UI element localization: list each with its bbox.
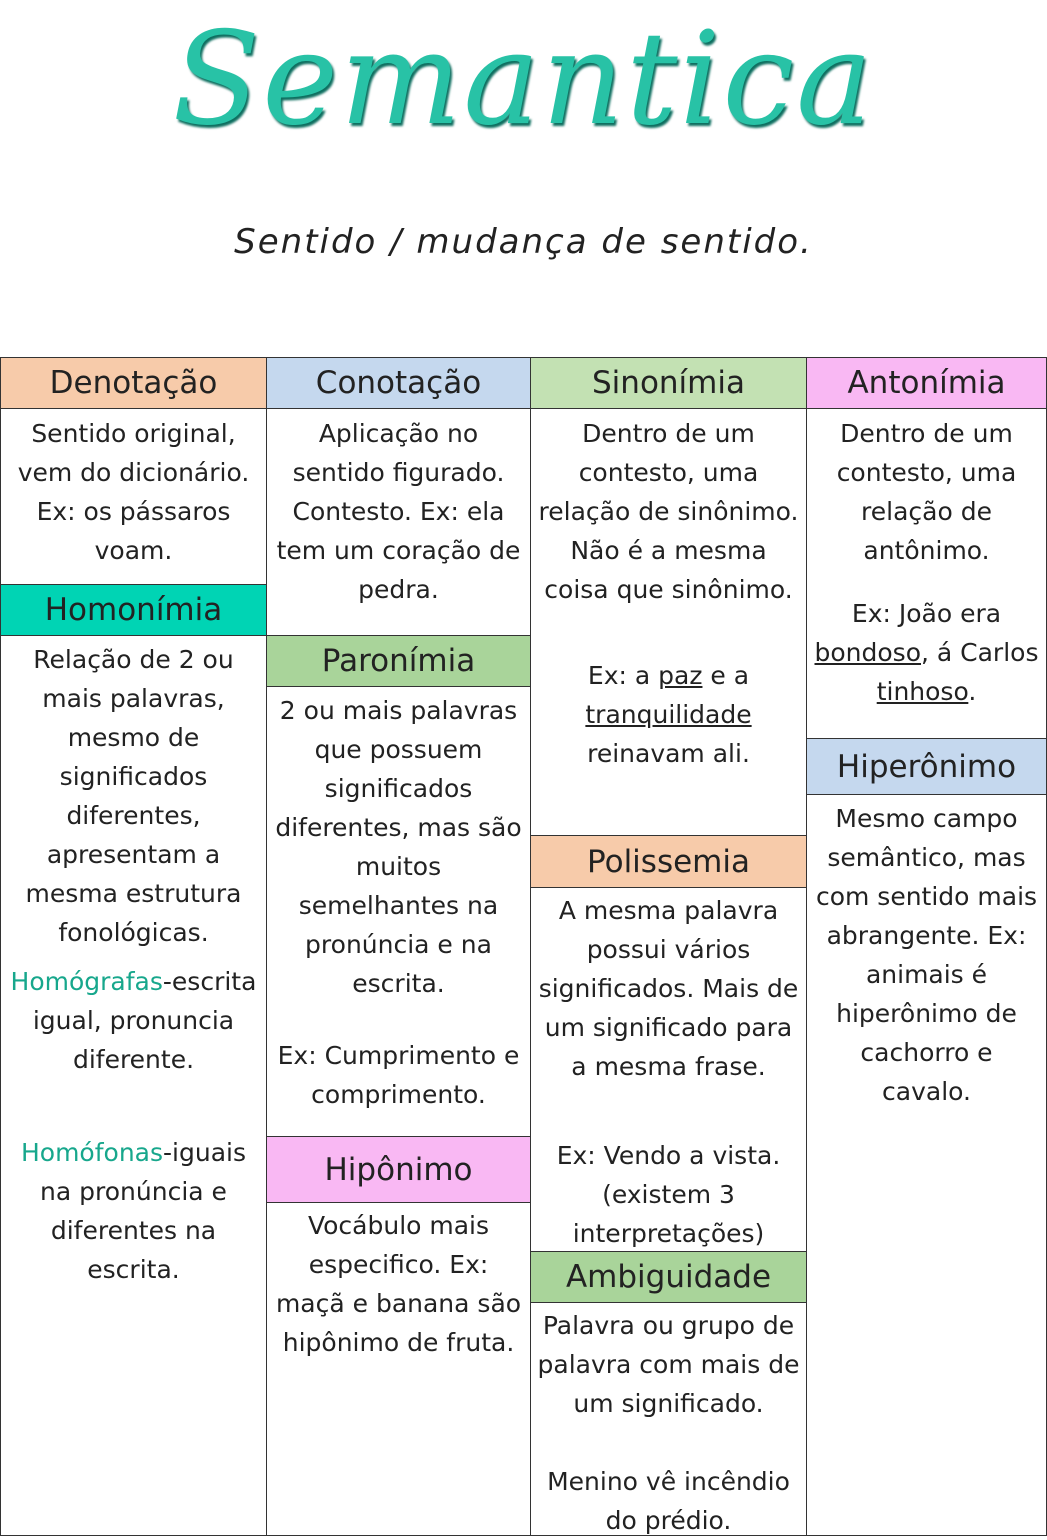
ambiguidade-text: Palavra ou grupo de palavra com mais de um significado.: [537, 1311, 800, 1418]
hiperonimo-text: Mesmo campo semântico, mas com sentido mais abrangente. Ex: animais é hiperônimo de cachorro e cavalo.: [815, 804, 1038, 1106]
homografas-term: Homógrafas: [10, 967, 163, 996]
header-hiponimo: Hipônimo: [267, 1136, 530, 1203]
antonimia-ex-word2: tinhoso: [876, 677, 969, 706]
antonimia-ex-word1: bondoso: [814, 638, 921, 667]
conotacao-text: Aplicação no sentido figurado. Contesto. Ex: ela tem um coração de pedra.: [276, 419, 521, 604]
header-sinonimia: Sinonímia: [531, 358, 806, 409]
sinonimia-example: [537, 656, 800, 773]
polissemia-example: Ex: Vendo a vista. (existem 3 interpretações): [556, 1141, 781, 1248]
header-paronimia: Paronímia: [267, 635, 530, 687]
homofonas-definition: -iguais na pronúncia e diferentes na escrita.: [40, 1138, 246, 1284]
hiponimo-text: Vocábulo mais especifico. Ex: maçã e banana são hipônimo de fruta.: [275, 1211, 522, 1357]
homofonas-entry: [7, 1133, 260, 1289]
denotacao-text: Sentido original, vem do dicionário. Ex: os pássaros voam.: [17, 419, 250, 565]
header-ambiguidade: Ambiguidade: [531, 1251, 806, 1303]
header-denotacao: Denotação: [1, 358, 266, 409]
antonimia-text: Dentro de um contesto, uma relação de antônimo.: [836, 419, 1017, 565]
column-3: [530, 357, 807, 1536]
page-title: Semantica: [172, 5, 875, 154]
sinonimia-ex-word1: paz: [658, 661, 703, 690]
concept-table: [0, 357, 1047, 1537]
page-subtitle: Sentido / mudança de sentido.: [234, 222, 813, 262]
homografas-entry: [7, 962, 260, 1079]
paronimia-text: 2 ou mais palavras que possuem significados diferentes, mas são muitos semelhantes na pronúncia e na escrita.: [275, 696, 522, 998]
ambiguidade-example: Menino vê incêndio do prédio.: [547, 1467, 790, 1535]
column-1: [0, 357, 267, 1536]
header-polissemia: Polissemia: [531, 835, 806, 888]
paronimia-example: Ex: Cumprimento e comprimento.: [277, 1041, 520, 1109]
sinonimia-text: Dentro de um contesto, uma relação de sinônimo. Não é a mesma coisa que sinônimo.: [538, 419, 799, 604]
polissemia-text: A mesma palavra possui vários significados. Mais de um significado para a mesma frase.: [538, 896, 799, 1081]
homografas-definition: -escrita igual, pronuncia diferente.: [32, 967, 257, 1074]
header-homonimia: Homonímia: [1, 584, 266, 636]
header-hiperonimo: Hiperônimo: [807, 738, 1046, 795]
column-4: [806, 357, 1047, 1536]
sinonimia-ex-suffix: reinavam ali.: [587, 739, 750, 768]
header-conotacao: Conotação: [267, 358, 530, 409]
column-2: [266, 357, 531, 1536]
header-antonimia: Antonímia: [807, 358, 1046, 409]
sinonimia-ex-mid: e a: [710, 661, 750, 690]
antonimia-ex-prefix: Ex: João era: [851, 599, 1002, 628]
sinonimia-ex-prefix: Ex: a: [587, 661, 651, 690]
antonimia-ex-suffix: .: [968, 677, 977, 706]
homonimia-text: Relação de 2 ou mais palavras, mesmo de significados diferentes, apresentam a mesma estrutura fonológicas.: [25, 645, 242, 947]
antonimia-ex-mid: , á Carlos: [921, 638, 1039, 667]
sinonimia-ex-word2: tranquilidade: [585, 700, 752, 729]
homofonas-term: Homófonas: [20, 1138, 164, 1167]
antonimia-example: [813, 594, 1040, 711]
